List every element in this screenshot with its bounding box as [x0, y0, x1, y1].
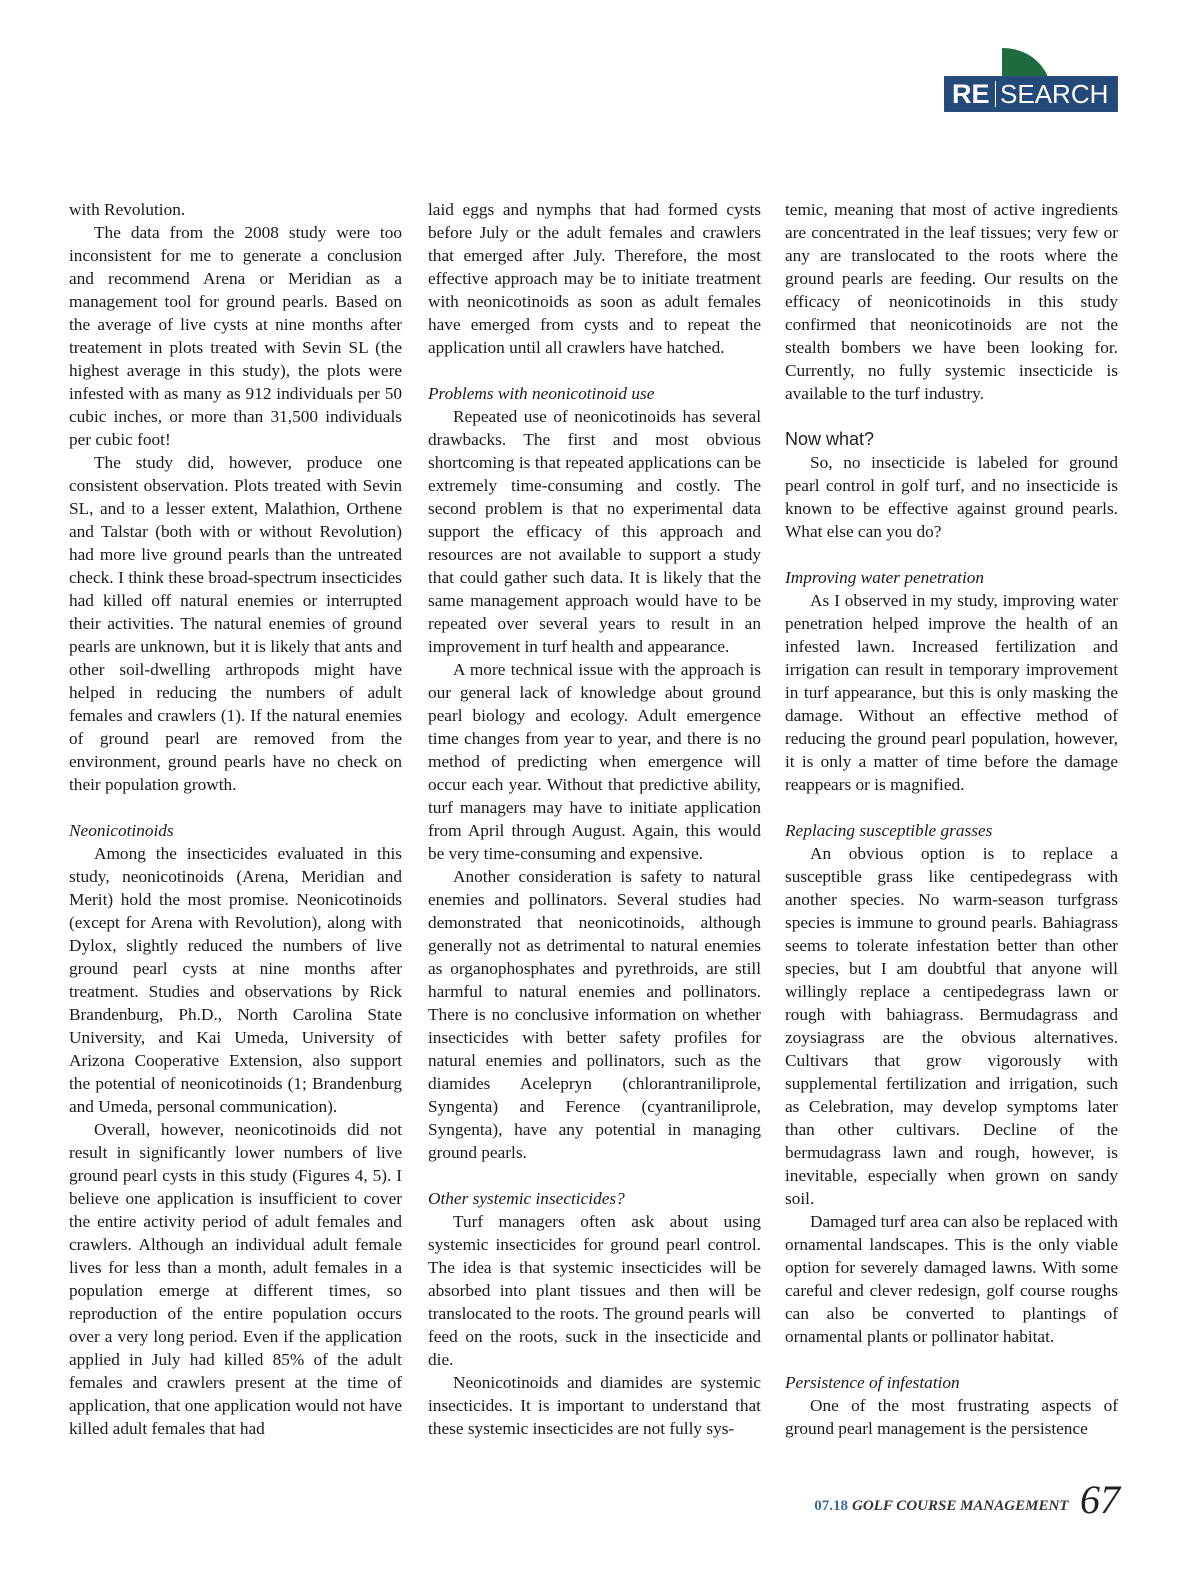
paragraph: So, no insecticide is labeled for ground pearl control in golf turf, and no insecticide is known to be effective against ground pearls. What else can you do?	[785, 453, 1118, 541]
paragraph: As I observed in my study, improving water penetration helped improve the health of an infested lawn. Increased fertilization and irrigation can result in temporary improvement in turf appearance, but this is only masking the damage. Without an effective method of reducing the ground pearl population, however, it is only a matter of time before the damage reappears or is magnified.	[785, 591, 1118, 794]
subheading-water-penetration: Improving water penetration	[785, 568, 985, 587]
subheading-persistence: Persistence of infestation	[785, 1373, 960, 1392]
page-number: 67	[1080, 1477, 1120, 1522]
paragraph: A more technical issue with the approach is our general lack of knowledge about ground pearl biology and ecology. Adult emergence time changes from year to year, and there is no method of predicting when emergence will occur each year. Without that predictive ability, turf managers may have to initiate application from April through August. Again, this would be very time-consuming and expensive.	[428, 660, 761, 863]
paragraph: The data from the 2008 study were too inconsistent for me to generate a conclusion and recommend Arena or Meridian as a management tool for ground pearls. Based on the average of live cysts at nine months after treatement in plots treated with Sevin SL (the highest average in this study), the plots were infested with as many as 912 individuals per 50 cubic inches, or more than 31,500 individuals per cubic foot!	[69, 223, 402, 449]
paragraph: The study did, however, produce one consistent observation. Plots treated with Sevin SL, and to a lesser extent, Malathion, Orthene and Talstar (both with or without Revolution) had more live ground pearls than the untreated check. I think these broad-spectrum insecticides had killed off natural enemies or interrupted their activities. The natural enemies of ground pearls are unknown, but it is likely that ants and other soil-dwelling arthropods might have helped in reducing the numbers of adult females and crawlers (1). If the natural enemies of ground pearl are removed from the environment, ground pearls have no check on their population growth.	[69, 453, 402, 794]
badge-search-text: SEARCH	[1000, 79, 1109, 109]
column-1	[69, 198, 402, 1440]
subheading-replacing-grasses: Replacing susceptible grasses	[785, 821, 993, 840]
paragraph: Turf managers often ask about using systemic insecticides for ground pearl control. The idea is that systemic insecticides will be absorbed into plant tissues and then will be translocated to the roots. The ground pearls will feed on the roots, suck in the insecticide and die.	[428, 1212, 761, 1369]
page-footer	[780, 1477, 1120, 1524]
green-sail-icon	[1000, 46, 1060, 78]
paragraph: temic, meaning that most of active ingredients are concentrated in the leaf tissues; very few or any are translocated to the roots where the ground pearls are feeding. Our results on the efficacy of neonicotinoids in this study confirmed that neonicotinoids are not the stealth bombers we have been looking for. Currently, no fully systemic insecticide is available to the turf industry.	[785, 200, 1118, 403]
issue-date: 07.18	[814, 1498, 848, 1514]
subheading-neonicotinoids: Neonicotinoids	[69, 821, 174, 840]
paragraph: with Revolution.	[69, 200, 186, 219]
section-heading-now-what: Now what?	[785, 429, 875, 449]
paragraph: An obvious option is to replace a susceptible grass like centipedegrass with another species. No warm-season turfgrass species is immune to ground pearls. Bahiagrass seems to tolerate infestation better than other species, but I am doubtful that anyone will willingly replace a centipedegrass lawn or rough with bahiagrass. Bermudagrass and zoysiagrass are the obvious alternatives. Cultivars that grow vigorously with supplemental fertilization and irrigation, such as Celebration, may develop symptoms later than other cultivars. Decline of the bermudagrass lawn and rough, however, is inevitable, especially when grown on sandy soil.	[785, 844, 1118, 1208]
subheading-other-systemic: Other systemic insecticides?	[428, 1189, 625, 1208]
badge-re-text: RE	[952, 79, 990, 109]
column-2	[428, 198, 761, 1440]
badge-box	[944, 76, 1118, 112]
paragraph: Damaged turf area can also be replaced with ornamental landscapes. This is the only viable option for severely damaged lawns. With some careful and clever redesign, golf course roughs can also be converted to plantings of ornamental plants or pollinator habitat.	[785, 1212, 1118, 1346]
paragraph: Overall, however, neonicotinoids did not result in significantly lower numbers of live ground pearl cysts in this study (Figures 4, 5). I believe one application is insufficient to cover the entire activity period of adult females and crawlers. Although an individual adult female lives for less than a month, adult females in a population emerge at different times, so reproduction of the entire population occurs over a very long period. Even if the application applied in July had killed 85% of the adult females and crawlers present at the time of application, that one application would not have killed adult females that had	[69, 1120, 402, 1438]
paragraph: Neonicotinoids and diamides are systemic insecticides. It is important to understand that these systemic insecticides are not fully sys-	[428, 1373, 761, 1438]
badge-divider	[995, 81, 997, 107]
paragraph: Another consideration is safety to natural enemies and pollinators. Several studies had demonstrated that neonicotinoids, although generally not as detrimental to natural enemies as organophosphates and pyrethroids, are still harmful to natural enemies and pollinators. There is no conclusive information on whether insecticides with better safety profiles for natural enemies and pollinators, such as the diamides Acelepryn (chlorantraniliprole, Syngenta) and Ference (cyantraniliprole, Syngenta), have any potential in managing ground pearls.	[428, 867, 761, 1162]
paragraph: Among the insecticides evaluated in this study, neonicotinoids (Arena, Meridian and Merit) hold the most promise. Neonicotinoids (except for Arena with Revolution), along with Dylox, slightly reduced the numbers of live ground pearl cysts at nine months after treatment. Studies and observations by Rick Brandenburg, Ph.D., North Carolina State University, and Kai Umeda, University of Arizona Cooperative Extension, also support the potential of neonicotinoids (1; Brandenburg and Umeda, personal communication).	[69, 844, 402, 1116]
paragraph: Repeated use of neonicotinoids has several drawbacks. The first and most obvious shortcoming is that repeated applications can be extremely time-consuming and costly. The second problem is that no experimental data support the efficacy of this approach and resources are not available to support a study that could gather such data. It is likely that the same management approach would have to be repeated over several years to result in an improvement in turf health and appearance.	[428, 407, 761, 656]
column-3	[785, 198, 1118, 1440]
magazine-title: GOLF COURSE MANAGEMENT	[852, 1498, 1069, 1514]
subheading-problems: Problems with neonicotinoid use	[428, 384, 655, 403]
paragraph: One of the most frustrating aspects of ground pearl management is the persistence	[785, 1396, 1118, 1438]
research-section-badge	[944, 46, 1118, 112]
paragraph: laid eggs and nymphs that had formed cysts before July or the adult females and crawlers that emerged after July. Therefore, the most effective approach may be to initiate treatment with neonicotinoids as soon as adult females have emerged from cysts and to repeat the application until all crawlers have hatched.	[428, 200, 761, 357]
